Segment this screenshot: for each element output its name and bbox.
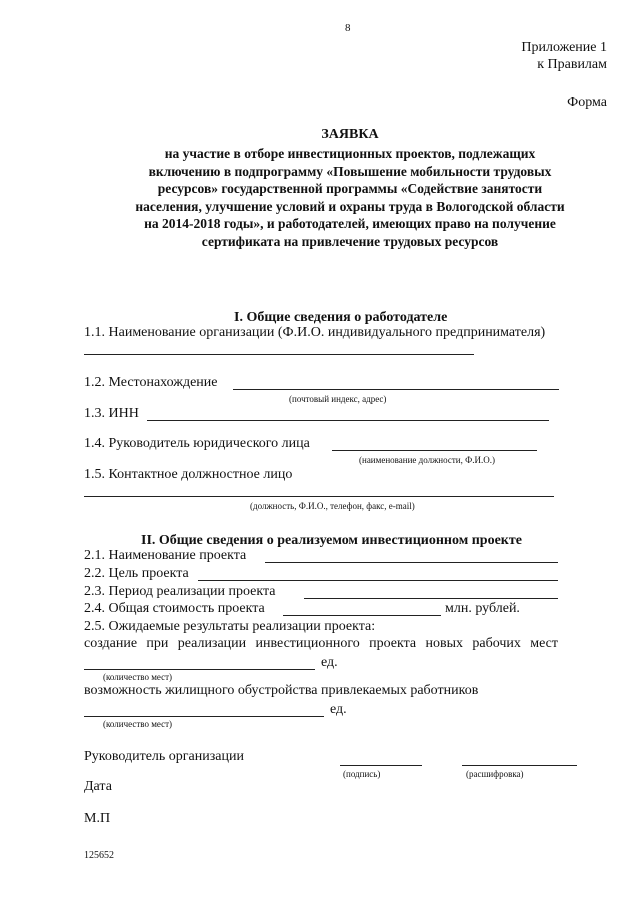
title-line: сертификата на привлечение трудовых ресурсов <box>201 233 499 249</box>
appendix-line-1: Приложение 1 <box>521 40 607 55</box>
housing-hint: (количество мест) <box>103 719 173 729</box>
head-field[interactable] <box>332 450 537 451</box>
decode-hint: (расшифровка) <box>466 769 524 779</box>
title-text <box>100 145 600 250</box>
title-line: на 2014-2018 годы», и работодателей, имеющих право на получение <box>144 216 556 231</box>
title-line: включению в подпрограмму «Повышение мобильности трудовых <box>148 163 552 179</box>
date-label: Дата <box>84 779 112 794</box>
title-line: ресурсов» государственной программы «Содействие занятости <box>157 181 543 196</box>
results-label: 2.5. Ожидаемые результаты реализации проекта: <box>84 619 376 634</box>
inn-field[interactable] <box>147 420 549 421</box>
head-label: 1.4. Руководитель юридического лица <box>84 436 310 451</box>
org-name-label: 1.1. Наименование организации (Ф.И.О. индивидуального предпринимателя) <box>84 325 546 340</box>
housing-label: возможность жилищного обустройства привлекаемых работников <box>84 683 479 698</box>
title-heading: ЗАЯВКА <box>321 127 379 142</box>
doc-code: 125652 <box>84 850 114 861</box>
appendix-line-2: к Правилам <box>537 57 607 72</box>
period-label: 2.3. Период реализации проекта <box>84 584 276 599</box>
cost-unit: млн. рублей. <box>445 601 520 616</box>
location-field[interactable] <box>233 389 559 390</box>
signature-hint: (подпись) <box>343 769 381 779</box>
section1-heading: I. Общие сведения о работодателе <box>234 310 448 325</box>
form-label: Форма <box>567 95 607 110</box>
page-number: 8 <box>345 22 351 34</box>
housing-unit: ед. <box>330 702 347 717</box>
inn-label: 1.3. ИНН <box>84 406 139 421</box>
signature-field[interactable] <box>340 765 422 766</box>
cost-field[interactable] <box>283 615 441 616</box>
decode-field[interactable] <box>462 765 577 766</box>
jobs-unit: ед. <box>321 655 338 670</box>
goal-field[interactable] <box>198 580 558 581</box>
stamp-label: М.П <box>84 811 111 826</box>
head-signature-label: Руководитель организации <box>84 749 244 764</box>
project-name-label: 2.1. Наименование проекта <box>84 548 247 563</box>
jobs-hint: (количество мест) <box>103 672 173 682</box>
location-label: 1.2. Местонахождение <box>84 375 218 390</box>
period-field[interactable] <box>304 598 558 599</box>
project-name-field[interactable] <box>265 562 558 563</box>
contact-field[interactable] <box>84 496 554 497</box>
goal-label: 2.2. Цель проекта <box>84 566 189 581</box>
housing-field[interactable] <box>84 716 324 717</box>
contact-hint: (должность, Ф.И.О., телефон, факс, e-mail) <box>250 501 415 511</box>
jobs-label: создание при реализации инвестиционного проекта новых рабочих мест <box>84 636 558 651</box>
title-line: на участие в отборе инвестиционных проектов, подлежащих <box>164 146 536 161</box>
jobs-field[interactable] <box>84 669 315 670</box>
cost-label: 2.4. Общая стоимость проекта <box>84 601 265 616</box>
head-hint: (наименование должности, Ф.И.О.) <box>359 455 495 465</box>
org-name-field[interactable] <box>84 354 474 355</box>
contact-label: 1.5. Контактное должностное лицо <box>84 467 293 482</box>
title-line: населения, улучшение условий и охраны труда в Вологодской области <box>135 198 565 214</box>
location-hint: (почтовый индекс, адрес) <box>289 394 387 404</box>
section2-heading: II. Общие сведения о реализуемом инвестиционном проекте <box>141 533 522 548</box>
